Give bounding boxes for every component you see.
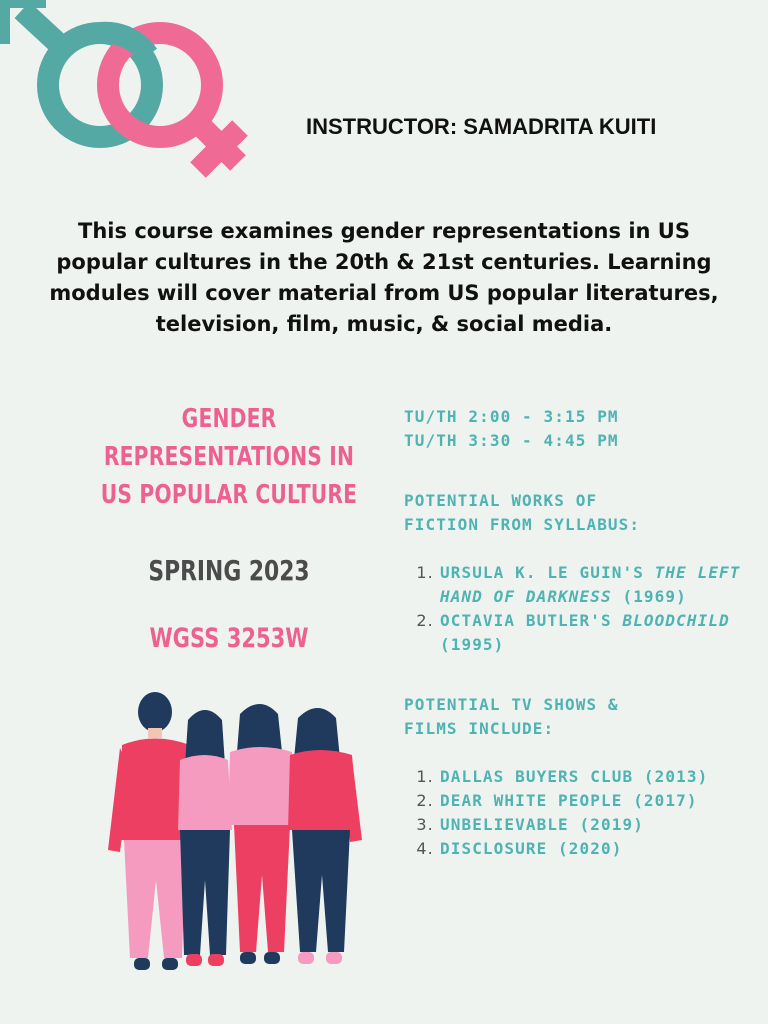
fiction-heading-line: POTENTIAL WORKS OF — [404, 491, 598, 510]
fiction-year: (1969) — [611, 587, 687, 606]
media-heading — [404, 693, 754, 741]
woman-figure — [228, 704, 296, 964]
fiction-author: URSULA K. LE GUIN'S — [440, 563, 655, 582]
media-item: 3. UNBELIEVABLE (2019) — [440, 813, 754, 837]
fiction-heading — [404, 489, 754, 537]
description-line: television, film, music, & social media. — [155, 312, 613, 336]
description-line: popular cultures in the 20th & 21st centuries. Learning — [56, 250, 712, 274]
woman-figure — [288, 708, 362, 964]
female-symbol-icon — [108, 33, 240, 170]
media-item: 1. DALLAS BUYERS CLUB (2013) — [440, 765, 754, 789]
media-heading-line: POTENTIAL TV SHOWS & — [404, 695, 619, 714]
description-line: This course examines gender representations in US — [78, 219, 690, 243]
course-title-line: US POPULAR CULTURE — [100, 480, 358, 510]
course-details — [404, 405, 754, 861]
fiction-title: THE LEFT HAND OF DARKNESS — [440, 563, 741, 606]
fiction-heading-line: FICTION FROM SYLLABUS: — [404, 515, 641, 534]
course-code: WGSS 3253W — [149, 623, 309, 654]
fiction-item — [440, 609, 754, 657]
fiction-author: OCTAVIA BUTLER'S — [440, 611, 623, 630]
media-heading-line: FILMS INCLUDE: — [404, 719, 555, 738]
gender-symbols-icon — [0, 0, 260, 190]
instructor-name: INSTRUCTOR: SAMADRITA KUITI — [306, 114, 657, 139]
fiction-title: BLOODCHILD — [622, 611, 730, 630]
four-women-illustration — [100, 690, 370, 990]
description-line: modules will cover material from US popular literatures, — [49, 281, 719, 305]
fiction-list — [404, 561, 754, 657]
course-title — [100, 400, 357, 514]
media-item: 2. DEAR WHITE PEOPLE (2017) — [440, 789, 754, 813]
fiction-item — [440, 561, 754, 609]
schedule-slot: TU/TH 3:30 - 4:45 PM — [404, 431, 619, 450]
media-item: 4. DISCLOSURE (2020) — [440, 837, 754, 861]
semester: SPRING 2023 — [148, 554, 310, 587]
course-title-line: GENDER — [181, 404, 277, 434]
schedule-slot: TU/TH 2:00 - 3:15 PM — [404, 407, 619, 426]
media-list — [404, 765, 754, 861]
course-info — [64, 400, 394, 654]
fiction-year: (1995) — [440, 635, 505, 654]
schedule — [404, 405, 754, 453]
course-title-line: REPRESENTATIONS IN — [103, 442, 355, 472]
course-description — [0, 216, 768, 340]
